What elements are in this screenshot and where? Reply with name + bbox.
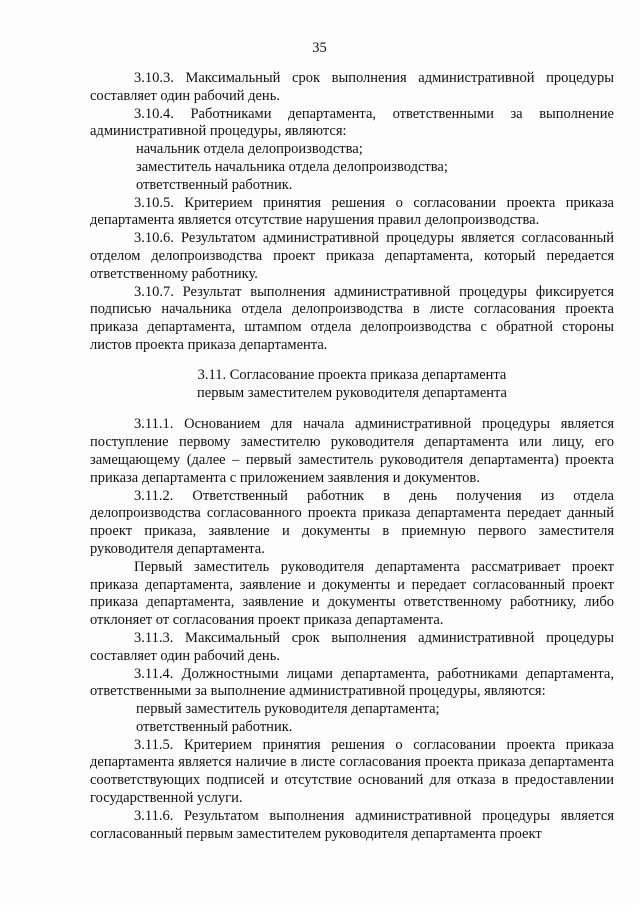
section-heading-line: первым заместителем руководителя департамента — [197, 384, 507, 401]
paragraph-3-11-2: 3.11.2. Ответственный работник в день получения из отдела делопроизводства согласованного проекта приказа департамента передает данный проект приказа, заявление и документы в приемную первого заместителя руководителя департамента. — [90, 487, 614, 557]
paragraph-3-11-5: 3.11.5. Критерием принятия решения о согласовании проекта приказа департамента является наличие в листе согласования проекта приказа департамента соответствующих подписей и отсутствие оснований для отказа в предоставлении государственной услуги. — [90, 736, 614, 807]
section-heading-line: 3.11. Согласование проекта приказа департамента — [197, 366, 507, 383]
list-item: первый заместитель руководителя департамента; — [136, 701, 440, 718]
list-item: начальник отдела делопроизводства; — [136, 141, 363, 158]
page-number: 35 — [312, 40, 327, 56]
list-item: ответственный работник. — [136, 718, 293, 735]
list-item: заместитель начальника отдела делопроизводства; — [136, 158, 448, 175]
paragraph-3-11-1: 3.11.1. Основанием для начала административной процедуры является поступление первому заместителю руководителя департамента или лицу, его замещающему (далее – первый заместитель руководителя департамента) проекта приказа департамента с приложением заявления и документов. — [90, 416, 614, 486]
paragraph-3-11-4: 3.11.4. Должностными лицами департамента, работниками департамента, ответственными за выполнение административной процедуры, являются: — [90, 665, 614, 700]
paragraph-3-10-4: 3.10.4. Работниками департамента, ответственными за выполнение административной процедуры, являются: — [90, 105, 614, 140]
paragraph-3-11-6: 3.11.6. Результатом выполнения административной процедуры является согласованный первым заместителем руководителя департамента проект — [90, 807, 614, 842]
section-heading-3-11 — [90, 367, 614, 403]
paragraph-3-11-2-continued: Первый заместитель руководителя департамента рассматривает проект приказа департамента, заявление и документы и передает согласованный проект приказа департамента, заявление и документы ответственному работнику, либо отклоняет от согласования проект приказа департамента. — [90, 558, 614, 629]
paragraph-3-10-6: 3.10.6. Результатом административной процедуры является согласованный отделом делопроизводства проект приказа департамента, который передается ответственному работнику. — [90, 230, 614, 282]
paragraph-3-10-3: 3.10.3. Максимальный срок выполнения административной процедуры составляет один рабочий день. — [90, 70, 614, 104]
paragraph-3-11-3: 3.11.3. Максимальный срок выполнения административной процедуры составляет один рабочий день. — [90, 629, 614, 664]
paragraph-3-10-7: 3.10.7. Результат выполнения административной процедуры фиксируется подписью начальника отдела делопроизводства в листе согласования проекта приказа департамента, штампом отдела делопроизводства с обратной стороны листов проекта приказа департамента. — [90, 283, 614, 353]
paragraph-3-10-5: 3.10.5. Критерием принятия решения о согласовании проекта приказа департамента является отсутствие нарушения правил делопроизводства. — [90, 194, 614, 229]
document-body — [90, 70, 614, 843]
list-item: ответственный работник. — [136, 176, 293, 193]
